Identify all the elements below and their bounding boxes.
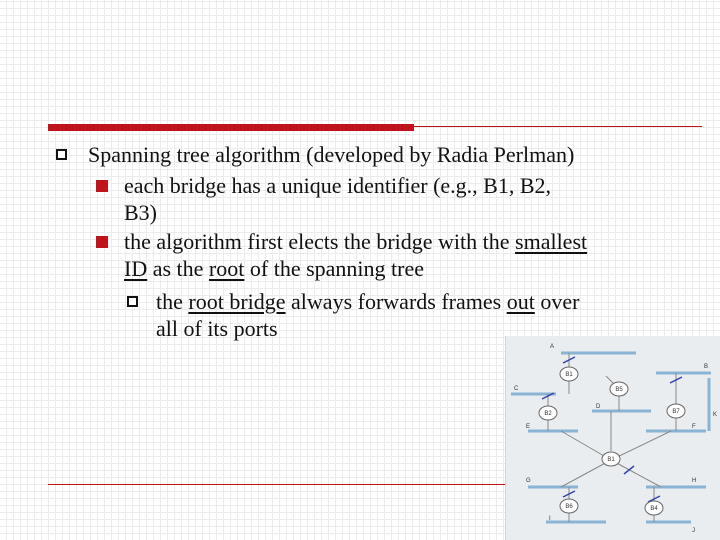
bullet-text: Spanning tree algorithm (developed by Radia Perlman) bbox=[88, 142, 575, 167]
bullet-text: the algorithm first elects the bridge with the smallest bbox=[124, 229, 588, 254]
bridge-label: B5 bbox=[615, 387, 623, 393]
underlined-term: out bbox=[506, 289, 535, 314]
title-rule bbox=[48, 124, 414, 131]
bullet-text: B3) bbox=[124, 200, 157, 225]
lan-label: G bbox=[526, 478, 531, 484]
network-diagram bbox=[505, 336, 720, 540]
bullet-level1 bbox=[88, 141, 574, 168]
bullet-text: all of its ports bbox=[156, 316, 278, 341]
hollow-square-bullet-icon bbox=[127, 296, 138, 307]
underlined-term: root bridge bbox=[188, 289, 286, 314]
lan-label: D bbox=[596, 404, 601, 410]
underlined-term: smallest bbox=[515, 229, 588, 254]
footer-rule bbox=[48, 484, 506, 485]
lan-label: I bbox=[549, 516, 551, 522]
bullet-text: each bridge has a unique identifier (e.g., B1, B2, bbox=[124, 173, 552, 198]
lan-label: H bbox=[692, 478, 697, 484]
lan-label: C bbox=[514, 386, 519, 392]
lan-label: J bbox=[692, 528, 695, 534]
bullet-level2-algorithm bbox=[124, 228, 704, 282]
bridge-label: B7 bbox=[672, 409, 680, 415]
lan-label: E bbox=[526, 424, 531, 430]
lan-label: B bbox=[704, 364, 709, 370]
lan-label: F bbox=[692, 424, 696, 430]
bridge-label: B6 bbox=[565, 504, 573, 510]
bullet-level3-root-bridge bbox=[156, 288, 696, 342]
bridge-label: B4 bbox=[650, 506, 658, 512]
network-diagram-svg bbox=[506, 336, 720, 540]
filled-square-bullet-icon bbox=[96, 236, 108, 248]
bullet-text: ID as the root of the spanning tree bbox=[124, 256, 424, 281]
bridge-label: B2 bbox=[544, 411, 552, 417]
bridge-label: B1 bbox=[607, 457, 615, 463]
title-rule-thin bbox=[414, 126, 702, 127]
lan-label: K bbox=[713, 412, 718, 418]
bullet-level2-identifier bbox=[124, 172, 684, 226]
bridge-label: B1 bbox=[565, 372, 573, 378]
filled-square-bullet-icon bbox=[96, 180, 108, 192]
underlined-term: root bbox=[208, 256, 245, 281]
lan-label: A bbox=[550, 344, 555, 350]
underlined-term: ID bbox=[124, 256, 148, 281]
hollow-square-bullet-icon bbox=[56, 149, 67, 160]
bullet-text: the root bridge always forwards frames out over bbox=[156, 289, 580, 314]
